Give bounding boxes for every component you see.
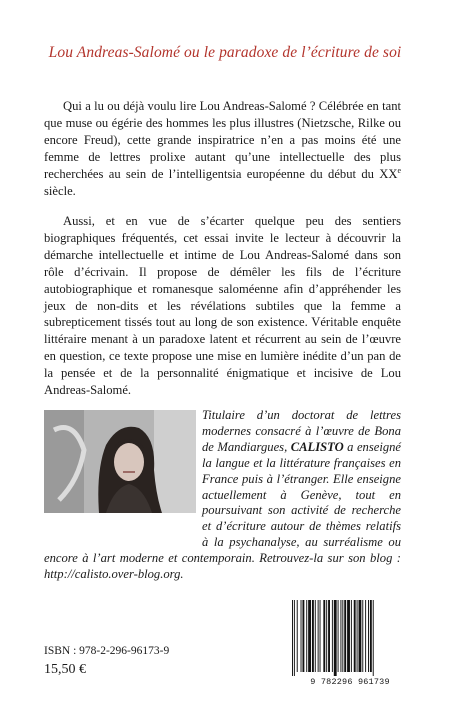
price-label: 15,50 € [44,662,86,677]
book-title: Lou Andreas-Salomé ou le paradoxe de l’écriture de soi [48,44,402,61]
author-bio [44,408,401,583]
summary-paragraph-1-text: Qui a lu ou déjà voulu lire Lou Andreas-Salomé ? Célébrée en tant que muse ou égérie des hommes les plus illustres (Nietzsche, Rilke ou encore Freud), cette grande inspiratrice n’en a pas moins été une femme de lettres prolixe autant qu’une intellectuelle des plus recherchées au sein de l’intelligentsia européenne du début du [44,99,401,181]
author-bio-text-1: Titulaire d’un doctorat de lettres modernes consacré à l’œuvre de Bona de Mandiargues, [202,408,401,454]
century-numeral: XX [379,166,398,181]
barcode-image [290,600,410,676]
summary-paragraph-1 [44,98,401,199]
summary-paragraph-2: Aussi, et en vue de s’écarter quelque peu des sentiers biographiques fréquentés, cet essai invite le lecteur à découvrir la démarche intellectuelle et intime de Lou Andreas-Salomé dans son rôle d’écrivain. Il propose de démêler les fils de l’écriture autobiographique et romanesque saloméenne afin d’appréhender les jeux de non-dits et les révélations subtiles que la femme a subrepticement tissés tout au long de son existence. Véritable enquête littéraire menant à un paradoxe latent et récurrent au sein de l’œuvre en question, ce texte propose une mise en lumière inédite d’un pan de la pensée et de la personnalité énigmatique et incisive de Lou Andreas-Salomé. [44,214,401,398]
century-suffix: e [397,165,401,175]
author-name: CALISTO [290,439,344,454]
barcode-digits: 9 782296 961739 [310,677,390,687]
photo-float-spacer [44,408,202,536]
author-bio-text-2: a enseigné la langue et la littérature françaises en France puis à l’étranger. Elle enseigne actuellement à Genève, tout en poursuivant son activité de recherche et d’écriture autour de thèmes relatifs à la psychanalyse, au surréalisme ou encore à l’art moderne et contemporain. Retrouvez-la sur son blog : http://calisto.over-blog.org. [44,439,401,582]
century-word: siècle. [44,183,76,198]
isbn-label: ISBN : 978-2-296-96173-9 [44,645,170,657]
